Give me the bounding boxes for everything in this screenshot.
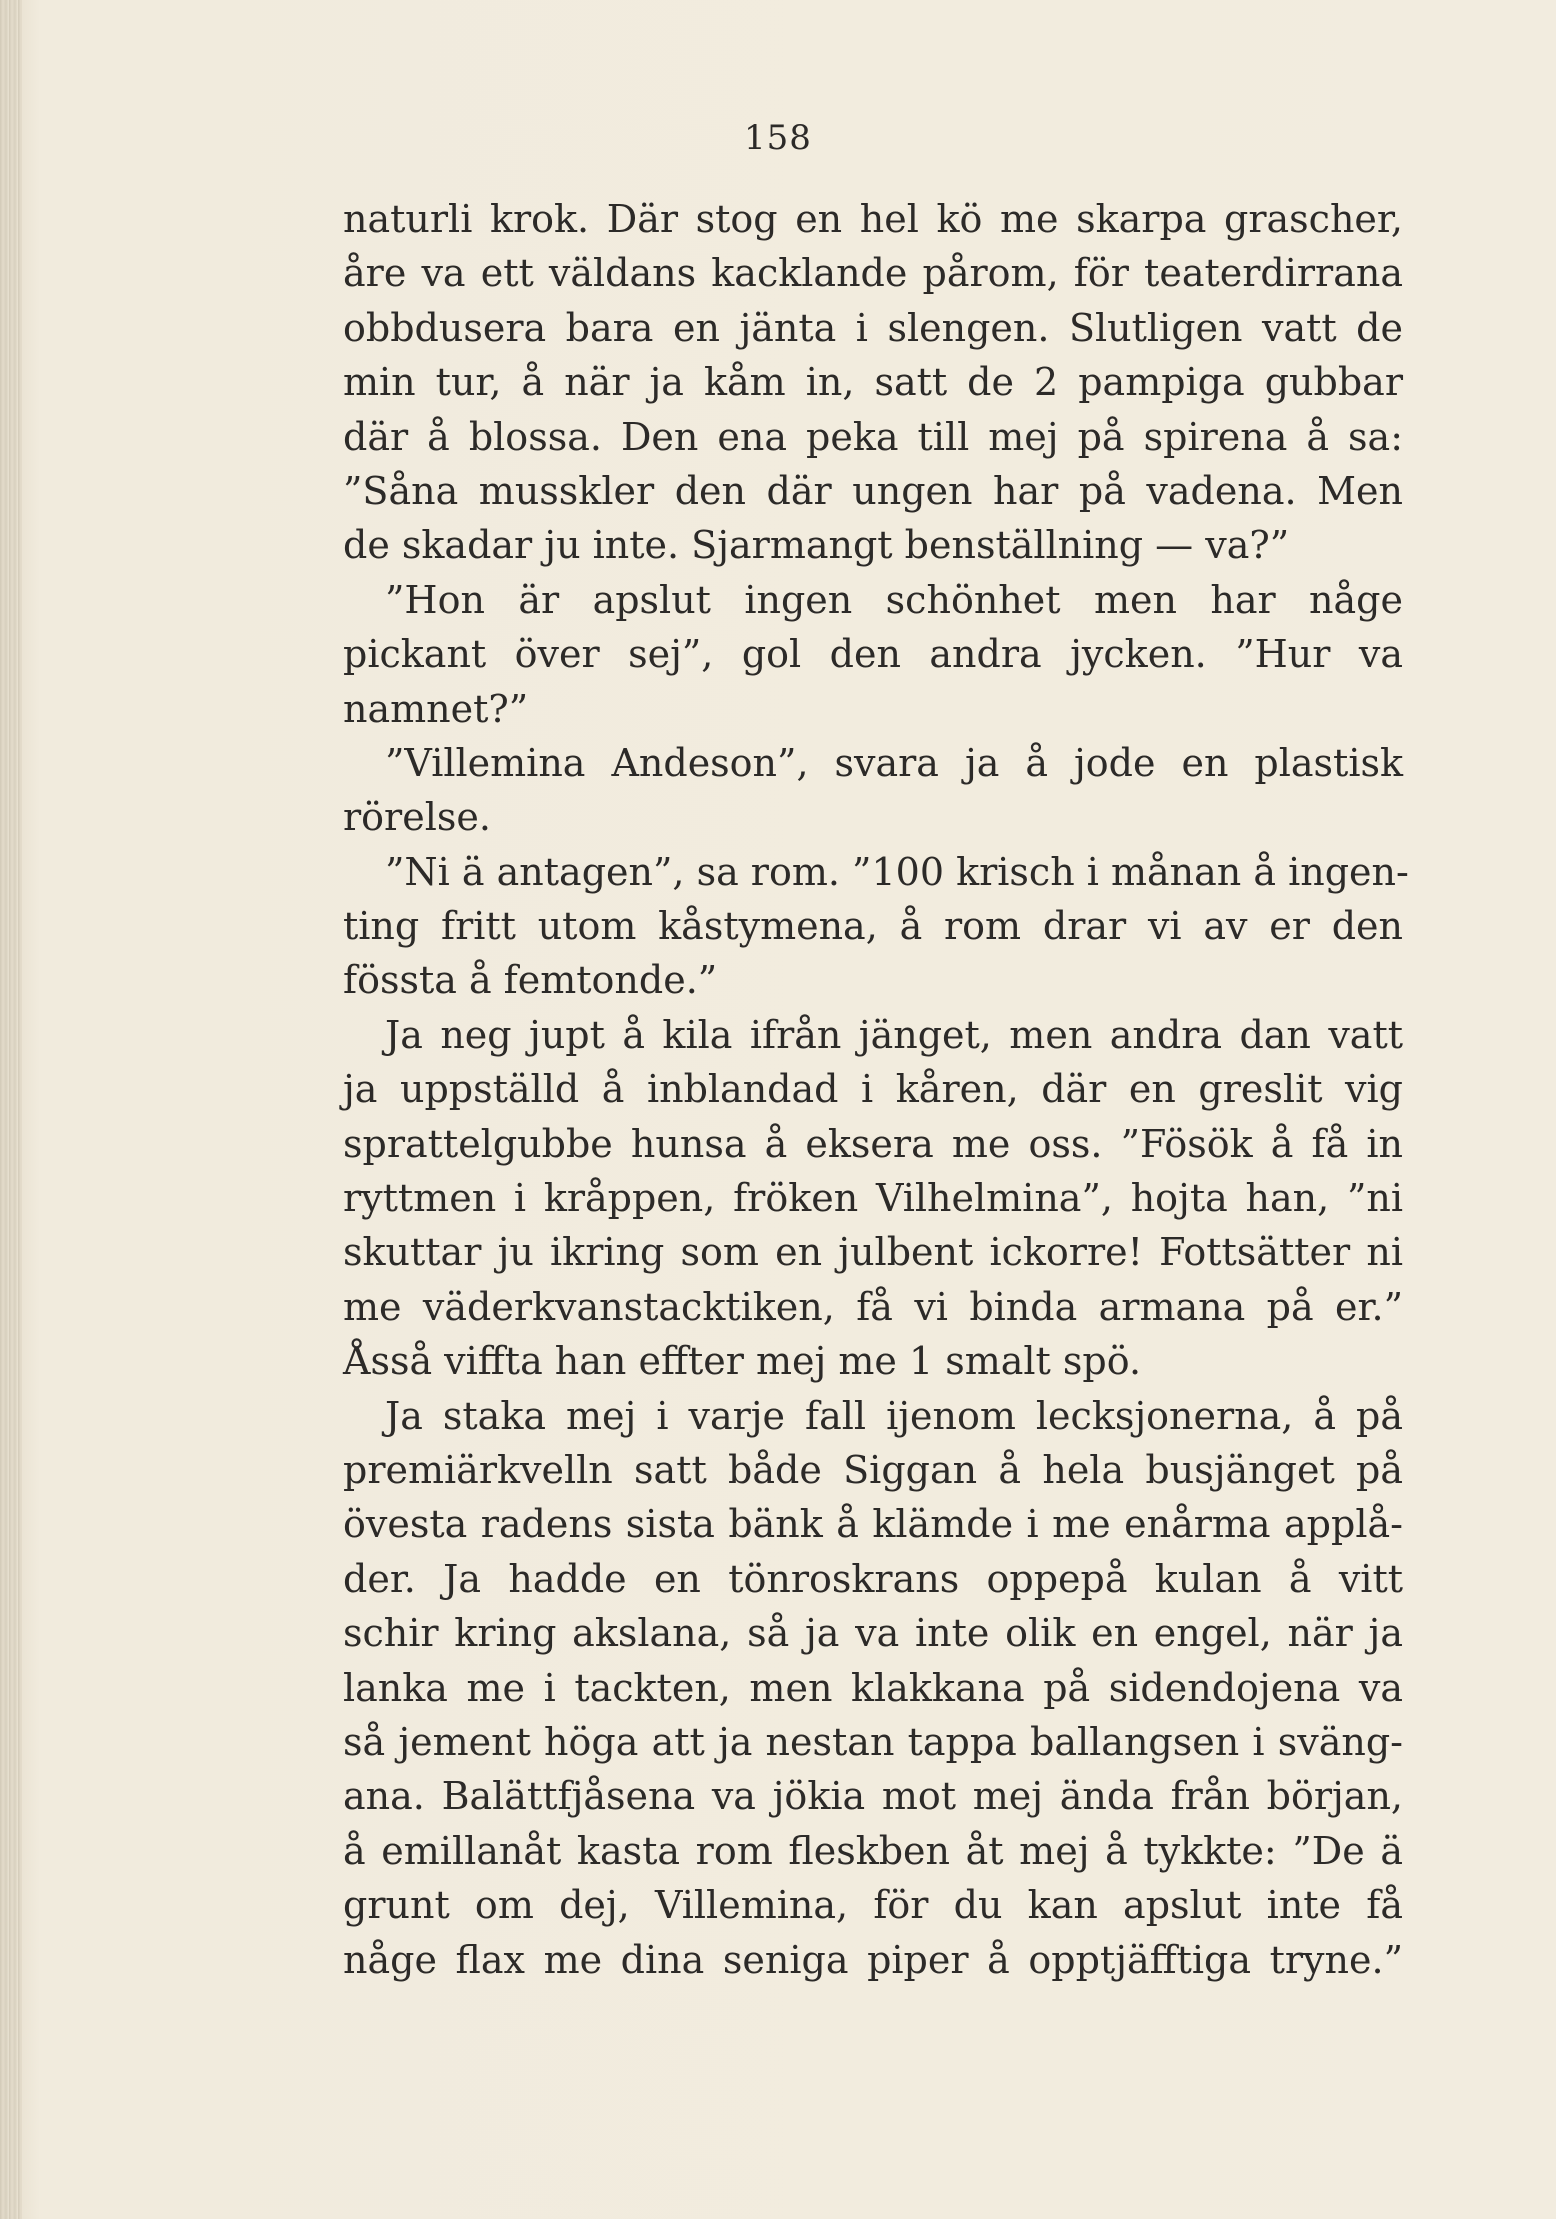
text-line: ”Såna musskler den där ungen har på vadena. Men	[343, 468, 1403, 513]
text-line: obbdusera bara en jänta i slengen. Slutligen vatt de	[343, 305, 1403, 350]
body-text	[343, 192, 1409, 1987]
text-line: å emillanåt kasta rom fleskben åt mej å tykkte: ”De ä	[343, 1828, 1403, 1873]
text-line: ja uppställd å inblandad i kåren, där en greslit vig	[343, 1067, 1403, 1112]
text-line: lanka me i tackten, men klakkana på sidendojena va	[343, 1665, 1403, 1710]
text-line: Ja staka mej i varje fall ijenom lecksjonerna, å på	[385, 1393, 1403, 1438]
text-line: ting fritt utom kåstymena, å rom drar vi av er den	[343, 904, 1403, 949]
text-line: pickant över sej”, gol den andra jycken. ”Hur va	[343, 632, 1403, 677]
text-line: min tur, å när ja kåm in, satt de 2 pampiga gubbar	[343, 360, 1403, 405]
text-line: premiärkvelln satt både Siggan å hela busjänget på	[343, 1447, 1403, 1492]
text-line: grunt om dej, Villemina, för du kan apslut inte få	[343, 1883, 1403, 1928]
text-line: ”Villemina Andeson”, svara ja å jode en plastisk	[385, 740, 1403, 785]
text-line: me väderkvanstacktiken, få vi binda armana på er.”	[343, 1284, 1403, 1329]
text-line: der. Ja hadde en tönroskrans oppepå kulan å vitt	[343, 1556, 1403, 1601]
text-line: så jement höga att ja nestan tappa ballangsen i sväng-	[343, 1719, 1403, 1764]
text-line: ryttmen i kråppen, fröken Vilhelmina”, hojta han, ”ni	[343, 1176, 1403, 1221]
text-line: de skadar ju inte. Sjarmangt benställning — va?”	[343, 523, 1290, 568]
text-line: sprattelgubbe hunsa å eksera me oss. ”Fösök å få in	[343, 1121, 1403, 1166]
text-line: där å blossa. Den ena peka till mej på spirena å sa:	[343, 414, 1403, 459]
text-line: ana. Balättfjåsena va jökia mot mej ända från början,	[343, 1774, 1403, 1819]
text-line: ”Hon är apslut ingen schönhet men har någe	[385, 577, 1403, 622]
text-line: ”Ni ä antagen”, sa rom. ”100 krisch i månan å ingen-	[385, 849, 1409, 894]
text-line: rörelse.	[343, 795, 491, 840]
text-line: schir kring akslana, så ja va inte olik en engel, när ja	[343, 1611, 1403, 1656]
text-line: någe flax me dina seniga piper å opptjäfftiga tryne.”	[343, 1937, 1403, 1982]
text-line: åre va ett väldans kacklande pårom, för teaterdirrana	[343, 251, 1403, 296]
text-line: övesta radens sista bänk å klämde i me enårma applå-	[343, 1502, 1403, 1547]
text-line: namnet?”	[343, 686, 529, 731]
text-line: Åsså viffta han effter mej me 1 smalt spö.	[343, 1339, 1142, 1384]
text-line: fössta å femtonde.”	[343, 958, 718, 1003]
text-line: Ja neg jupt å kila ifrån jänget, men andra dan vatt	[385, 1012, 1403, 1057]
text-line: naturli krok. Där stog en hel kö me skarpa grascher,	[343, 197, 1403, 241]
page-binding-edge	[0, 0, 22, 2219]
text-line: skuttar ju ikring som en julbent ickorre! Fottsätter ni	[343, 1230, 1403, 1275]
page-number: 158	[744, 118, 812, 158]
